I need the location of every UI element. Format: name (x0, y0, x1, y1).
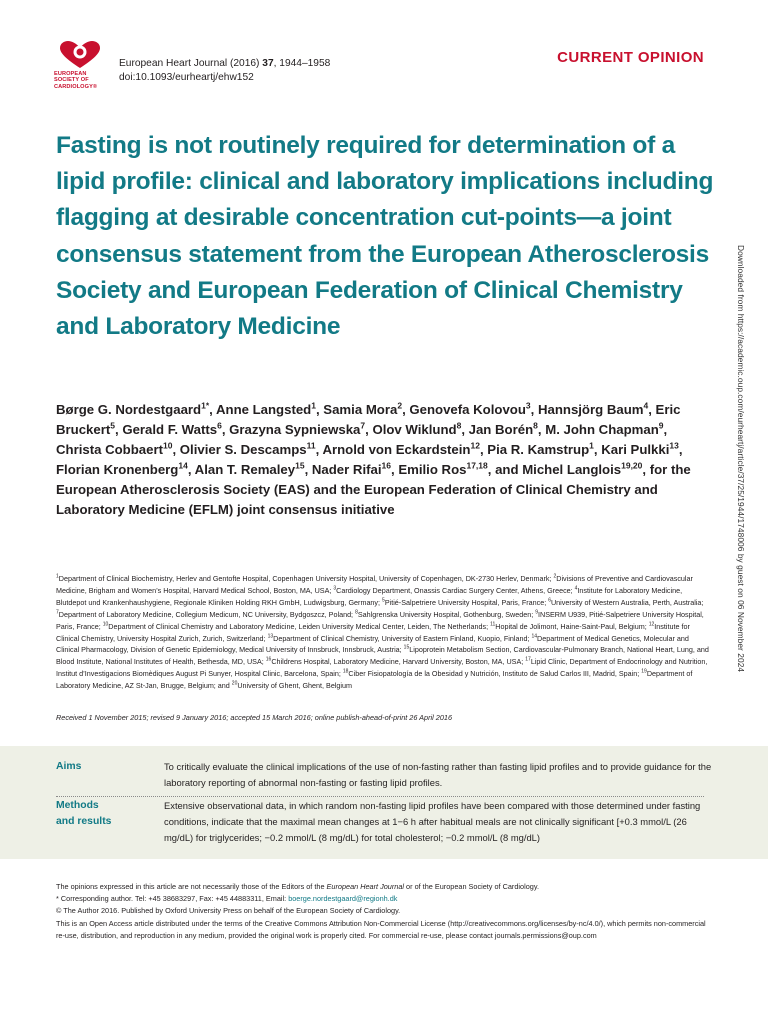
aims-label: Aims (56, 761, 82, 772)
corresponding-author (56, 893, 712, 905)
journal-citation (119, 57, 330, 85)
affiliation-text: Lipoprotein Metabolism Section, Cardiovascular-Pulmonary Branch, National Heart, Lung, and Blood Institute, National Institutes of Health, Bethesda, MD, USA; (56, 645, 709, 667)
article-dates: Received 1 November 2015; revised 9 January 2016; accepted 15 March 2016; online publish-ahead-of-print 26 April 2016 (56, 713, 453, 722)
affiliation-text: Department of Laboratory Medicine, AZ St-Jan, Brugge, Belgium; and (56, 669, 693, 691)
author-name: Anne Langsted (215, 402, 312, 417)
author (56, 402, 209, 417)
author (398, 462, 487, 477)
copyright: © The Author 2016. Published by Oxford University Press on behalf of the European Society of Cardiology. (56, 906, 401, 916)
affiliation-number: 16 (265, 656, 272, 663)
journal-volume: 37 (262, 58, 274, 69)
affiliation-number: 10 (102, 621, 109, 628)
author (522, 462, 642, 477)
affiliations (56, 573, 712, 692)
methods-label-line-1: Methods (56, 800, 99, 811)
affiliation-text: Ciber Fisiopatología de la Obesidad y Nutrición, Instituto de Salud Carlos III, Madrid, Spain; (348, 669, 642, 679)
affiliation-text: INSERM U939, Pitié-Salpetriere University Hospital, Paris, France; (56, 609, 704, 631)
author-affiliation-mark: 17,18 (466, 460, 488, 471)
affiliation-number: 12 (648, 621, 655, 628)
abstract-box (0, 746, 768, 859)
author-affiliation-mark: 8 (456, 420, 462, 431)
footnotes (56, 881, 712, 942)
author-name: Kari Pulkki (601, 441, 670, 457)
affiliation-text: Department of Clinical Biochemistry, Herlev and Gentofte Hospital, Copenhagen University Hospital, University of Copenhagen, DK-2730 Herlev, Denmark; (58, 574, 554, 583)
author (601, 442, 679, 457)
logo-text (54, 71, 110, 90)
affiliation-number: 19 (641, 668, 647, 675)
author (409, 402, 530, 417)
author-name: Gerald F. Watts (122, 421, 218, 437)
license-text: This is an Open Access article distributed under the terms of the Creative Commons Attribution Non-Commercial License (http://creativecommons.org/licenses/by-nc/4.0/), which permits non-commercial re-use, distribution, and reproduction in any medium, provided the original work is properly cited. For commercial re-use, please contact journals.permissions@oup.com (56, 918, 706, 940)
affiliation-text: Lipid Clinic, Department of Endocrinology and Nutrition, Institut d’Investigacions Biomèdiques August Pi Sunyer, Hospital Clinic, Barcelona, Spain; (56, 657, 708, 679)
author-name: Eric Bruckert (56, 402, 681, 437)
author-name: Florian Kronenberg (56, 461, 179, 477)
author-affiliation-mark: 6 (217, 420, 222, 431)
author (56, 442, 172, 457)
author-affiliation-mark: 1 (589, 440, 594, 451)
author (372, 422, 461, 437)
download-note-text: Downloaded from https://academic.oup.com/eurheartj/article/37/25/1944/1748006 by guest on 06 November 2024 (736, 245, 746, 673)
author-affiliation-mark: 14 (178, 460, 188, 471)
journal-doi: doi:10.1093/eurheartj/ehw152 (119, 72, 254, 83)
author-name: Olivier S. Descamps (179, 441, 307, 457)
author-name: Grazyna Sypniewska (229, 421, 361, 437)
affiliation-text: Department of Clinical Chemistry and Laboratory Medicine, Leiden University Medical Center, Leiden, The Netherlands; (108, 621, 491, 631)
affiliation-number: 9 (535, 609, 539, 616)
author (195, 462, 305, 477)
author-name: Christa Cobbaert (56, 441, 163, 457)
author (469, 422, 538, 437)
affiliation-text: Department of Laboratory Medicine, Collegium Medicum, NC University, Bydgoszcz, Poland; (58, 609, 356, 619)
affiliation-number: 17 (525, 656, 531, 663)
logo-line-1: EUROPEAN (54, 71, 87, 77)
affiliation-number: 18 (342, 668, 349, 675)
author-affiliation-mark: 12 (470, 440, 480, 451)
author-affiliation-mark: 10 (162, 440, 173, 451)
affiliation-text: Cardiology Department, Onassis Cardiac Surgery Center, Athens, Greece; (336, 585, 575, 595)
affiliation-number: 8 (355, 609, 358, 616)
author-name: Nader Rifai (311, 461, 382, 477)
author-affiliation-mark: 8 (533, 420, 538, 431)
author (216, 402, 316, 417)
affiliation-number: 11 (490, 621, 496, 628)
author-name: Samia Mora (323, 402, 398, 417)
affiliation-text: University of Ghent, Ghent, Belgium (237, 681, 353, 691)
methods-label (56, 798, 111, 829)
author-name: Michel Langlois (522, 461, 622, 477)
download-note (734, 245, 748, 805)
affiliation-number: 3 (333, 585, 337, 592)
author-name: Hannsjörg Baum (537, 402, 644, 417)
journal-name: European Heart Journal (2016) (119, 58, 263, 69)
affiliation-number: 1 (56, 573, 59, 580)
affiliation-text: Childrens Hospital, Laboratory Medicine, Harvard University, Boston, MA, USA; (271, 657, 526, 667)
section-label: CURRENT OPINION (557, 49, 704, 66)
affiliation-number: 7 (56, 609, 59, 616)
affiliation-number: 20 (231, 680, 238, 687)
corresponding-text: * Corresponding author. Tel: +45 38683297, Fax: +45 44883311, Email: (56, 894, 289, 904)
affiliation-number: 5 (382, 597, 385, 604)
author-affiliation-mark: 19,20 (621, 460, 643, 471)
author-affiliation-mark: 16 (381, 460, 391, 471)
affiliation-number: 4 (574, 585, 578, 592)
affiliation-text: Department of Medical Genetics, Molecular and Clinical Pharmacology, Division of Genetic Epidemiology, Medical University of Innsbruck, Innsbruck, Austria; (56, 633, 689, 655)
affiliation-number: 13 (267, 633, 274, 640)
email-link[interactable]: boerge.nordestgaard@regionh.dk (288, 894, 398, 904)
abstract-divider (56, 796, 704, 797)
affiliation-text: Institute for Laboratory Medicine, Blutdepot und Krankenhaushygiene, Regionale Kliniken Holding RKH GmbH, Ludwigsburg, Germany; (56, 585, 683, 607)
author-affiliation-mark: 3 (525, 400, 531, 411)
logo-line-2: SOCIETY OF (54, 77, 89, 84)
author-affiliation-mark: 1 (311, 400, 316, 411)
affiliation-text: Hopital de Jolimont, Haine-Saint-Paul, Belgium; (495, 621, 649, 631)
logo-line-3: CARDIOLOGY® (54, 83, 98, 90)
author-affiliation-mark: 4 (643, 400, 649, 411)
heart-logo-icon (58, 40, 102, 70)
journal-reference (119, 57, 330, 71)
author (229, 422, 365, 437)
opinion-text: The opinions expressed in this article are not necessarily those of the Editors of the (56, 882, 327, 891)
author-name: Emilio Ros (398, 461, 467, 477)
author (538, 402, 648, 417)
affiliation-text: Sahlgrenska University Hospital, Gothenburg, Sweden; (357, 609, 536, 619)
authors-tail: , for the European Atherosclerosis Society (EAS) and the European Federation of Clinical Chemistry and Laboratory Medicine (EFLM) joint consensus initiative (56, 461, 691, 517)
journal-pages: , 1944–1958 (273, 58, 331, 69)
affiliation-number: 2 (553, 573, 557, 580)
author (56, 462, 188, 477)
authors: Børge G. Nordestgaard$^{1*}$, Anne Langsted$^1$, Samia Mora$^2$, Genovefa Kolovou$^3$, Hannsjörg Baum$^4$, Eric Bruckert$^5$, Gerald F. Watts$^6$, Grazyna Sypniewska$^7$, Olov Wiklund$^8$, Jan Borén$^8$, M. John Chapman$^9$, Christa Cobbaert$^{10}$, Olivier S. Descamps$^{11}$, Arnold von Eckardstein$^{12}$, Pia R. Kamstrup$^1$, Kari Pulkki$^{13}$, Florian Kronenberg$^{14}$, Alan T. Remaley$^{15}$, Nader Rifai$^{16}$, Emilio Ros$^{17,18}$, and Michel Langlois$^{19,20}$ (56, 400, 683, 477)
aims-text: To critically evaluate the clinical implications of the use of non-fasting rather than fasting lipid profiles and to provide guidance for the laboratory reporting of abnormal non-fasting or fasting lipid profiles. (164, 761, 712, 788)
author-affiliation-mark: 9 (658, 420, 664, 431)
methods-label-line-2: and results (56, 815, 112, 827)
affiliation-number: 15 (403, 645, 410, 652)
author (323, 402, 402, 417)
author-name: Børge G. Nordestgaard (56, 402, 202, 417)
author (545, 422, 663, 437)
author-name: Olov Wiklund (372, 421, 457, 437)
author-affiliation-mark: 1* (201, 400, 210, 411)
author (312, 462, 391, 477)
author-affiliation-mark: 2 (397, 400, 403, 411)
author (322, 442, 480, 457)
author (180, 442, 316, 457)
author-affiliation-mark: 7 (360, 420, 366, 431)
affiliation-text: Divisions of Preventive and Cardiovascular Medicine, Brigham and Women’s Hospital, Harvard Medical School, Boston, MA, USA; (56, 574, 693, 595)
author-affiliation-mark: 13 (669, 440, 679, 451)
author-affiliation-mark: 15 (295, 460, 305, 471)
affiliation-text: Department of Clinical Chemistry, University of Eastern Finland, Kuopio, Finland; (273, 633, 532, 643)
author (487, 442, 594, 457)
author-list (56, 400, 706, 519)
affiliation-text: Institute for Clinical Chemistry, University Hospital Zurich, Zurich, Switzerland; (56, 621, 690, 643)
author-name: Genovefa Kolovou (409, 402, 526, 417)
author-name: M. John Chapman (545, 421, 659, 437)
affiliation-number: 6 (548, 597, 551, 604)
article-title: Fasting is not routinely required for determination of a lipid profile: clinical and laboratory implications including flagging at desirable concentration cut-points—a joint consensus statement from the European Atherosclerosis Society and European Federation of Clinical Chemistry and Laboratory Medicine (56, 132, 714, 341)
opinion-disclaimer (56, 881, 712, 893)
affiliation-number: 14 (531, 633, 538, 640)
opinion-text-end: or of the European Society of Cardiology. (404, 882, 539, 891)
author-affiliation-mark: 11 (306, 440, 316, 451)
author (122, 422, 222, 437)
opinion-journal: European Heart Journal (326, 882, 405, 891)
affiliation-text: Pitié-Salpetriere University Hospital, Paris, France; (384, 597, 549, 607)
esc-logo (54, 40, 110, 90)
affiliation-text: University of Western Australia, Perth, Australia; (550, 597, 704, 607)
author-name: Arnold von Eckardstein (322, 441, 471, 457)
methods-text: Extensive observational data, in which random non-fasting lipid profiles have been compared with those determined under fasting conditions, indicate that the maximal mean changes at 1−6 h after habitual meals are not clinically significant [+0.3 mmol/L (26 mg/dL) for triglycerides; −0.2 mmol/L (8 mg/dL) for total cholesterol; −0.2 mmol/L (8 mg/dL) (164, 800, 701, 843)
author-affiliation-mark: 5 (110, 420, 115, 431)
author-name: Jan Borén (468, 421, 534, 437)
author-name: Pia R. Kamstrup (487, 441, 590, 457)
author-name: Alan T. Remaley (194, 461, 296, 477)
